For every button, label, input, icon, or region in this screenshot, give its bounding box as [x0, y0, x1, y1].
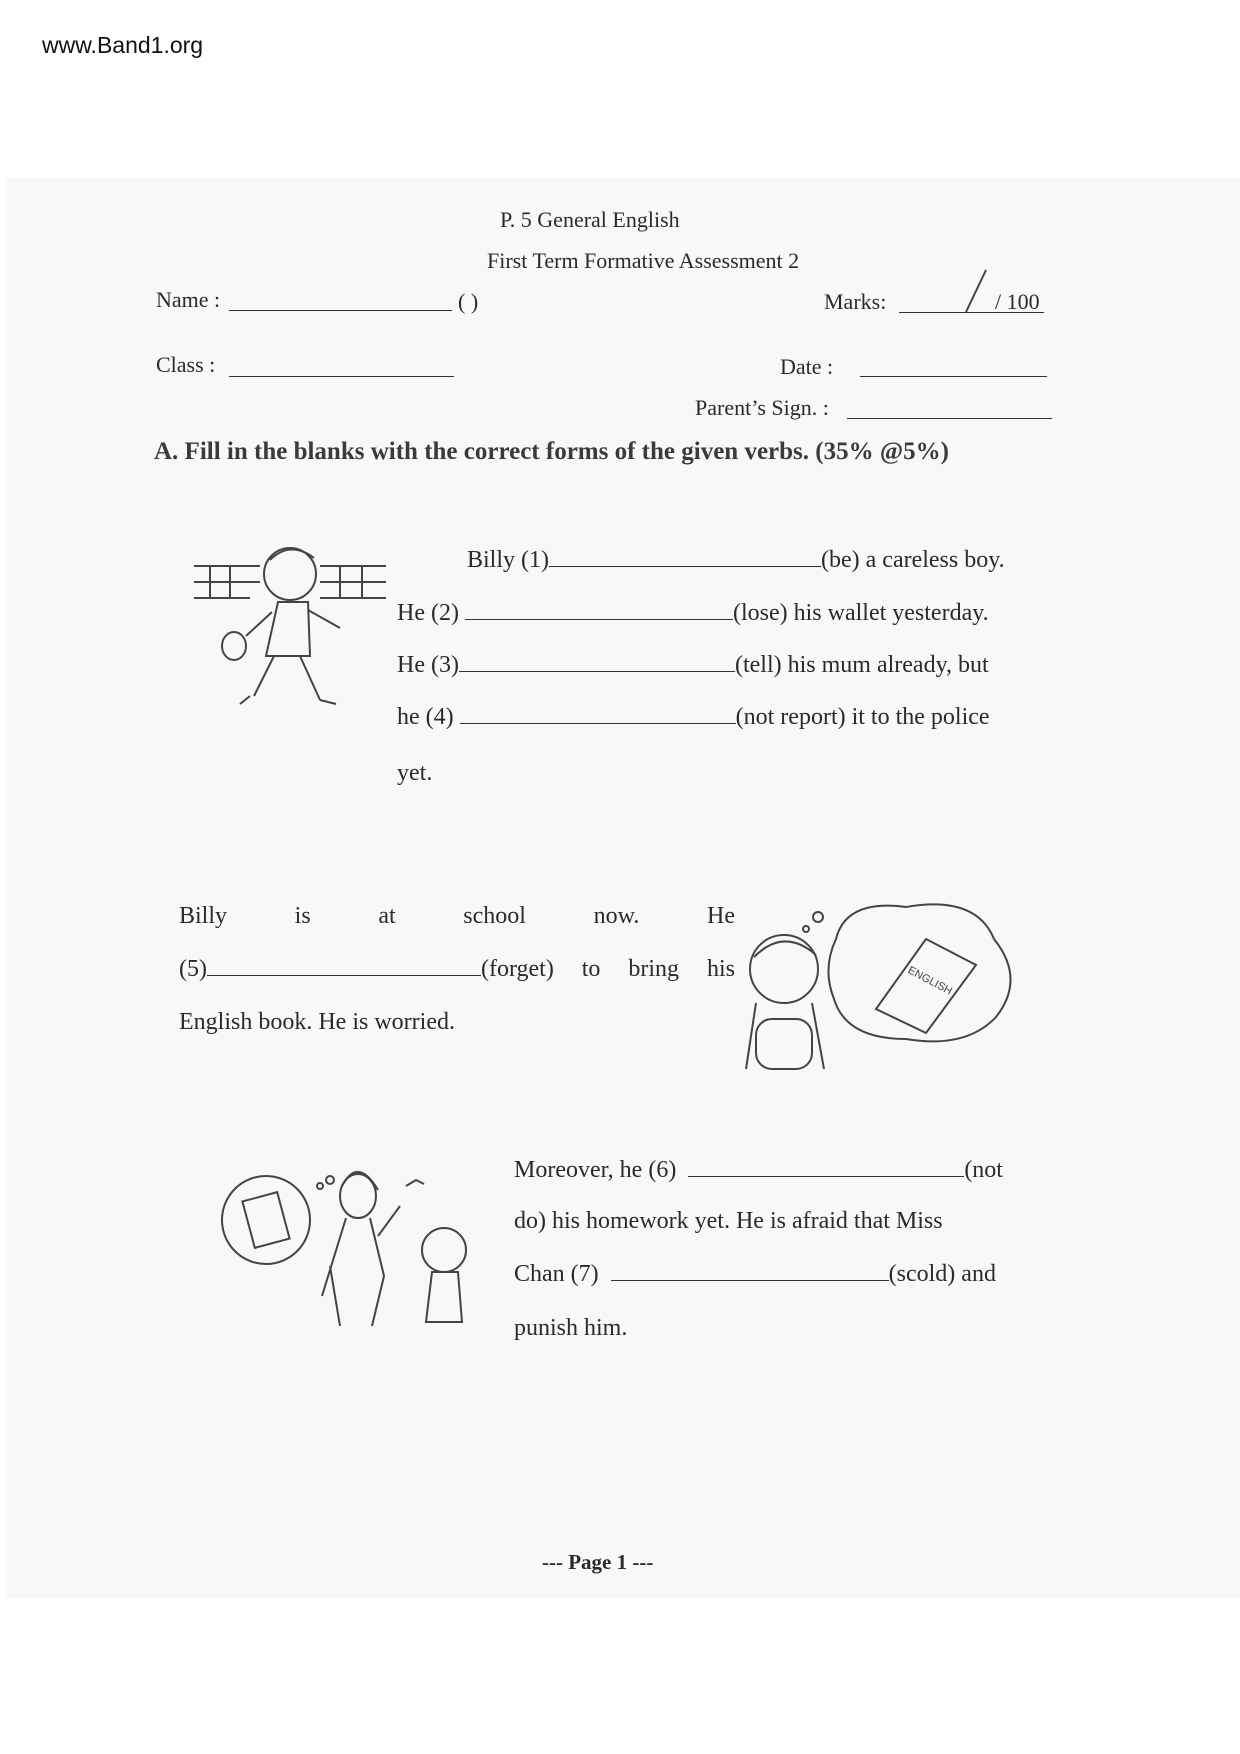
- q6-suffix: (not: [964, 1157, 1003, 1183]
- marks-total: / 100: [995, 289, 1040, 314]
- q3-line: [397, 652, 989, 679]
- q3-suffix: (tell) his mum already, but: [734, 652, 989, 678]
- q5-prefix: (5): [179, 956, 207, 982]
- q4-blank[interactable]: [460, 722, 736, 724]
- q4-suffix: (not report) it to the police: [735, 704, 990, 730]
- teacher-and-boy-illustration: [212, 1156, 504, 1330]
- word: to: [581, 956, 601, 982]
- part2-line1: [179, 903, 735, 930]
- q7-prefix: Chan (7): [514, 1261, 599, 1287]
- q6-blank[interactable]: [688, 1175, 964, 1177]
- slash-mark: [960, 268, 990, 314]
- marks-label: Marks:: [824, 289, 887, 314]
- section-a-heading: A. Fill in the blanks with the correct forms of the given verbs. (35% @5%): [154, 438, 949, 465]
- date-field[interactable]: [860, 376, 1047, 377]
- parent-sign-field[interactable]: [847, 418, 1052, 419]
- q5-line: [179, 956, 735, 983]
- book-label: ENGLISH: [905, 964, 955, 998]
- subtitle: First Term Formative Assessment 2: [487, 248, 800, 273]
- part2-line3: English book. He is worried.: [179, 1009, 455, 1035]
- watermark: www.Band1.org: [42, 32, 204, 58]
- part1-end: yet.: [397, 760, 433, 786]
- class-field[interactable]: [229, 376, 454, 377]
- word: He: [707, 903, 735, 929]
- class-number-brackets: ( ): [458, 289, 479, 314]
- word: is: [294, 903, 311, 929]
- q1-line: [467, 547, 1005, 574]
- name-field[interactable]: [229, 310, 452, 311]
- q2-suffix: (lose) his wallet yesterday.: [732, 600, 989, 626]
- word: at: [378, 903, 396, 929]
- part3-line4: punish him.: [514, 1315, 628, 1341]
- q5-verb: (forget): [480, 956, 554, 982]
- word: school: [463, 903, 526, 929]
- q6-prefix: Moreover, he (6): [514, 1157, 677, 1183]
- boy-walking-illustration: [190, 536, 392, 716]
- q7-line: [514, 1261, 996, 1288]
- q3-blank[interactable]: [459, 670, 735, 672]
- name-label: Name :: [156, 287, 221, 312]
- word: bring: [628, 956, 680, 982]
- q2-line: [397, 600, 989, 627]
- worried-boy-illustration: [726, 899, 1026, 1079]
- word: Billy: [179, 903, 228, 929]
- word: his: [706, 956, 735, 982]
- q5-blank[interactable]: [207, 974, 481, 976]
- q1-prefix: Billy (1): [467, 547, 549, 573]
- q7-suffix: (scold) and: [888, 1261, 996, 1287]
- date-label: Date :: [780, 354, 834, 379]
- class-label: Class :: [156, 352, 216, 377]
- q4-prefix: he (4): [397, 704, 454, 730]
- title: P. 5 General English: [500, 207, 680, 232]
- q6-line: [514, 1157, 1003, 1184]
- q2-prefix: He (2): [397, 600, 459, 626]
- q4-line: [397, 704, 990, 731]
- word: now.: [593, 903, 640, 929]
- q1-blank[interactable]: [549, 565, 821, 567]
- q7-blank[interactable]: [611, 1279, 889, 1281]
- q2-blank[interactable]: [465, 618, 733, 620]
- q3-prefix: He (3): [397, 652, 459, 678]
- parent-sign-label: Parent’s Sign. :: [695, 395, 829, 420]
- q1-suffix: (be) a careless boy.: [821, 547, 1005, 573]
- part3-line2: do) his homework yet. He is afraid that Miss: [514, 1208, 943, 1234]
- scanned-page: [6, 178, 1240, 1598]
- page-number: --- Page 1 ---: [542, 1550, 654, 1574]
